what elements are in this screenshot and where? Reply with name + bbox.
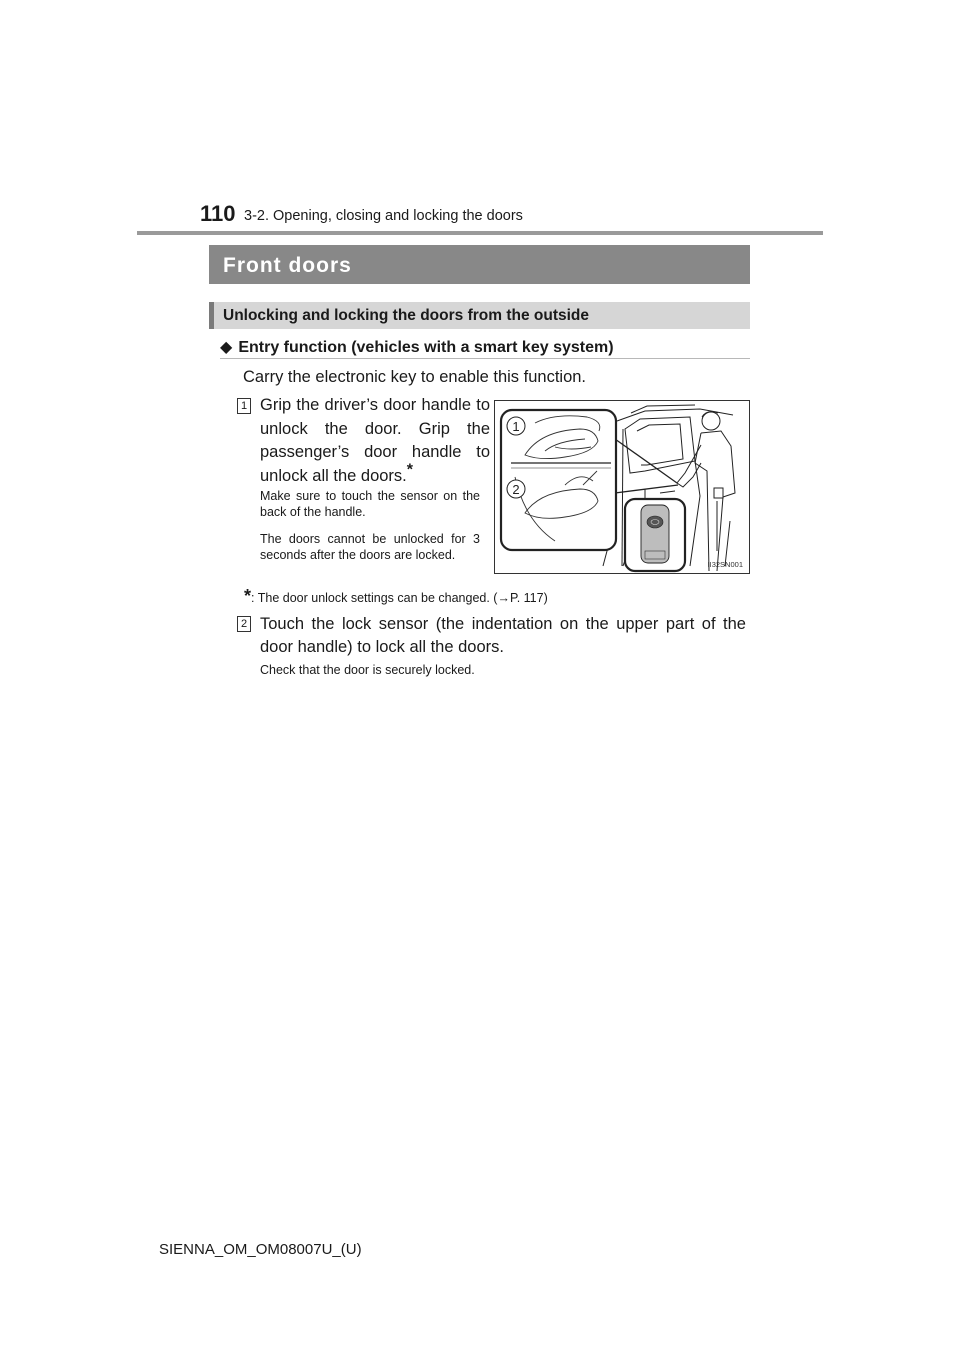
step-1-badge: 1: [237, 398, 251, 414]
footnote-text: : The door unlock settings can be changed. (→P. 117): [251, 591, 548, 605]
subsection-accent-bar: [209, 302, 214, 329]
illustration-code: II32SN001: [707, 560, 743, 569]
door-handle-illustration: [494, 400, 750, 574]
step-1-text: [260, 394, 490, 488]
step-2-badge: 2: [237, 616, 251, 632]
diamond-bullet-icon: ◆: [220, 339, 233, 356]
heading-rule: [220, 358, 750, 359]
callout-1: 1: [512, 419, 520, 434]
intro-text: Carry the electronic key to enable this function.: [243, 368, 587, 386]
door-handle-drawing: [495, 401, 749, 573]
footer-document-id: SIENNA_OM_OM08007U_(U): [159, 1241, 362, 1258]
footnote-star: *: [244, 586, 252, 606]
step-1-note-delay: The doors cannot be unlocked for 3 seconds after the doors are locked.: [260, 532, 480, 562]
header-rule: [137, 231, 823, 235]
zoom-inset-handles: [501, 410, 616, 550]
step-2-note: Check that the door is securely locked.: [260, 663, 475, 677]
step-2-text: Touch the lock sensor (the indentation on the upper part of the door handle) to lock all the doors.: [260, 615, 746, 656]
step-1-note-sensor: Make sure to touch the sensor on the back of the handle.: [260, 489, 480, 519]
subsection-title: Unlocking and locking the doors from the outside: [209, 302, 750, 329]
key-fob-inset: [625, 499, 685, 571]
chapter-title: 3-2. Opening, closing and locking the doors: [244, 208, 523, 224]
section-title: Front doors: [209, 245, 750, 284]
footnote-marker: *: [406, 461, 413, 478]
callout-2: 2: [512, 482, 520, 497]
entry-function-heading: [220, 337, 614, 357]
footnote: [244, 586, 548, 607]
entry-function-heading-text: Entry function (vehicles with a smart key system): [238, 339, 614, 356]
page-number: 110: [200, 201, 236, 226]
step-1-body: Grip the driver’s door handle to unlock the door. Grip the passenger’s door handle to unlock all the doors.: [260, 396, 490, 485]
